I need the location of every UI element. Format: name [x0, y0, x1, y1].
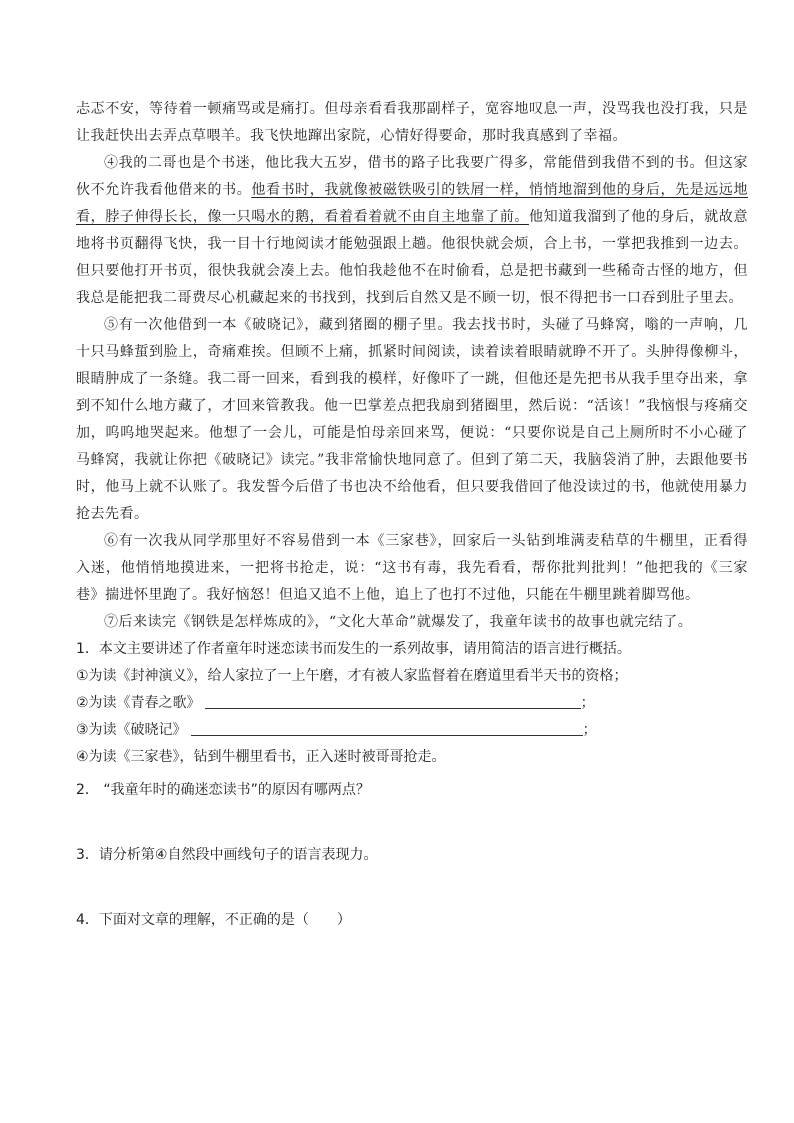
item-b-label: ②为读《青春之歌》 — [76, 695, 201, 711]
question-1-item-b — [76, 690, 748, 717]
passage-paragraph-5: ⑤有一次他借到一本《破晓记》，藏到猪圈的棚子里。我去找书时，头碰了马蜂窝，嗡的一声响，几十只马蜂蜇到脸上，奇痛难挨。但顾不上痛，抓紧时间阅读，读着读着眼睛就睁不开了。头肿得像柳斗，眼睛肿成了一条缝。我二哥一回来，看到我的模样，好像吓了一跳，但他还是先把书从我手里夺出来，拿到不知什么地方藏了，才回来管教我。他一巴掌差点把我扇到猪圈里，然后说：“活该！”我恼恨与疼痛交加，呜呜地哭起来。他想了一会儿，可能是怕母亲回来骂，便说：“只要你说是自己上厕所时不小心碰了马蜂窝，我就让你把《破晓记》读完。”我非常愉快地同意了。但到了第二天，我脑袋消了肿，去跟他要书时，他马上就不认账了。我发誓今后借了书也决不给他看，但只要我借回了他没读过的书，他就使用暴力抢去先看。 — [76, 317, 748, 522]
question-1-item-a: ①为读《封神演义》，给人家拉了一上午磨，才有被人家监督着在磨道里看半天书的资格； — [76, 668, 628, 684]
question-2: 2． “我童年时的确迷恋读书”的原因有哪两点？ — [76, 782, 370, 798]
question-3: 3．请分析第④自然段中画线句子的语言表现力。 — [76, 847, 378, 863]
semicolon: ； — [580, 695, 595, 711]
paragraph-4-text-a: ④我的二哥也是个书迷，他比我大五岁，借书的路子比我要广得多，常能借到我借不到的书。但这家伙不允许我看他借来的书。 — [76, 155, 748, 198]
question-1: 1．本文主要讲述了作者童年时迷恋读书而发生的一系列故事，请用简洁的语言进行概括。 — [76, 641, 631, 657]
answer-blank-c[interactable] — [191, 721, 583, 736]
answer-blank-b[interactable] — [205, 694, 581, 709]
question-4: 4．下面对文章的理解，不正确的是（ ） — [76, 912, 351, 928]
question-1-item-c — [76, 717, 748, 744]
question-1-item-d: ④为读《三家巷》，钻到牛棚里看书，正入迷时被哥哥抢走。 — [76, 749, 446, 765]
passage-paragraph-7: ⑦后来读完《钢铁是怎样炼成的》，“文化大革命”就爆发了，我童年读书的故事也就完结了。 — [104, 614, 693, 630]
underlined-sentence: 他看书时，我就像被磁铁吸引的铁屑一样，悄悄地溜到他的身后，先是远远地看，脖子伸得长长，像一只喝水的鹅，看着看着就不由自主地靠了前。 — [76, 182, 749, 225]
item-c-label: ③为读《破晓记》 — [76, 722, 187, 738]
paragraph-4-text-b: 他知道我溜到了他的身后，就故意地将书页翻得飞快，我一目十行地阅读才能勉强跟上趟。他很快就会烦，合上书，一掌把我推到一边去。但只要他打开书页，很快我就会凑上去。他怕我趁他不在时偷看，总是把书藏到一些稀奇古怪的地方，但我总是能把我二哥费尽心机藏起来的书找到，找到后自然又是不顾一切，恨不得把书一口吞到肚子里去。 — [76, 209, 749, 306]
passage-paragraph-6: ⑥有一次我从同学那里好不容易借到一本《三家巷》，回家后一头钻到堆满麦秸草的牛棚里，正看得入迷，他悄悄地摸进来，一把将书抢走，说：“这书有毒，我先看看，帮你批判批判！”他把我的《三家巷》揣进怀里跑了。我好恼怒！但追又追不上他，追上了也打不过他，只能在牛棚里跳着脚骂他。 — [76, 533, 748, 603]
passage-paragraph-continued: 忐忑不安，等待着一顿痛骂或是痛打。但母亲看看我那副样子，宽容地叹息一声，没骂我也没打我，只是让我赶快出去弄点草喂羊。我飞快地蹿出家院，心情好得要命，那时我真感到了幸福。 — [76, 101, 748, 144]
passage-paragraph-4 — [76, 150, 748, 312]
semicolon: ； — [582, 722, 597, 738]
